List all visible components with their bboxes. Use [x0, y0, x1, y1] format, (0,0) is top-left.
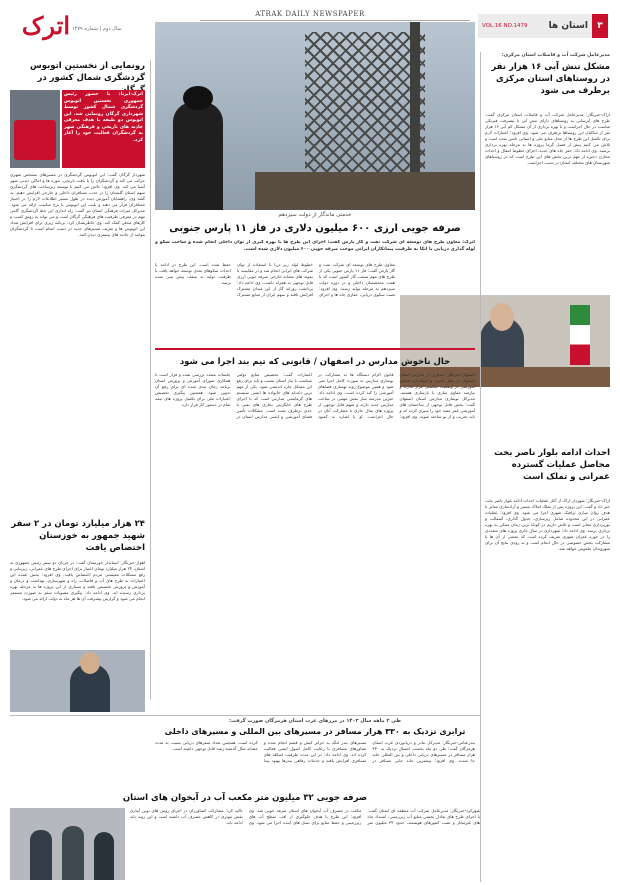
bottom-body: بندرعباس-خبرنگار: مدیرکل بنادر و دریانوردی غرب استان هرمزگان گفت: طی دو ماه نخست امسال نزدیک به ۳۳۰ هزار مسافر در مسیرهای دریایی داخلی و بین المللی جابه جا شدند. وی افزود: بیشترین جابه جایی مسافر در مسیرهای بندر لنگه به جزایر کیش و قشم انجام شده و شناورهای مسافری با رعایت کامل اصول ایمنی فعالیت کرده اند. وی ادامه داد: در این مدت ظرفیت اسکله های مسافری افزایش یافته و خدمات رفاهی بندرها بهبود پیدا کرده است. همچنین تعداد سفرهای دریایی نسبت به مدت مشابه سال گذشته رشد قابل توجهی داشته است. [155, 740, 475, 763]
left-title: رونمایی از نخستین اتوبوس گردشگری شمال کشور در [30, 61, 145, 83]
bottom-rule [10, 715, 480, 716]
left-body: شهردار گرگان گفت: این اتوبوس گردشگری در مسیرهای مشخص شهری حرکت می کند و گردشگران را با بافت تاریخی، موزه ها و اماکن دیدنی شهر آشنا می کند. وی افزود: تلاش می کنیم با توسعه زیرساخت های گردشگری سهم استان گلستان را در جذب مسافران داخلی و خارجی افزایش دهیم. به گفته وی، راهنمایان آموزش دیده در طول مسیر اطلاعات لازم را در اختیار مسافران قرار می دهند و بلیت این اتوبوس با نرخ مناسب ارائه می شود. مدیرکل میراث فرهنگی استان نیز گفت: راه اندازی این خط گردشگری گامی مهم در معرفی ظرفیت های فرهنگی گرگان است و می تواند به رونق کسب و کارهای محلی کمک کند. وی خاطرنشان کرد: برنامه ریزی برای افزایش تعداد این اتوبوس ها و تعریف مسیرهای جدید در دست انجام است تا گردشگران بتوانند از جاذبه های بیشتری دیدن کنند. [10, 172, 145, 237]
schools-body: اصفهان-خبرنگار: بسیاری از مدارس استان اصفهان از نظر ایمنی و استاندارد فضای آموزشی در وضعیت مناسبی قرار ندارند و نیازمند مقاوم سازی یا بازسازی هستند. مدیرکل نوسازی مدارس استان اصفهان گفت: بخش قابل توجهی از ساختمان های آموزشی عمر مفید خود را سپری کرده اند و باید تخریب و از نو ساخته شوند. وی افزود: قانون الزام دستگاه ها به مشارکت در نوسازی مدارس به صورت کامل اجرا نمی شود و همین موضوع روند بهسازی فضاهای آموزشی را کند کرده است. وی ادامه داد: خیرین مدرسه ساز نقش مهمی در ساخت مدارس جدید دارند و سهم قابل توجهی از پروژه های سال جاری با مشارکت آنان در حال اجراست. او با اشاره به کمبود اعتبارات گفت: تخصیص منابع دولتی متناسب با نیاز استان نیست و باید برای رفع این مشکل چاره اندیشی شود. یکی از مهم ترین دغدغه های خانواده ها ایمنی سیستم های گرمایشی مدارس است که با اجرای طرح های جایگزینی بخاری های نفتی تا حدی برطرف شده است. مشکلات تأمین فضای آموزشی و ایمنی مدارس استان در جلسات متعدد بررسی شده و قرار است با همکاری شورای آموزش و پرورش استان برنامه زمان بندی شده ای برای رفع آن تدوین شود. همچنین پیگیری تخصیص اعتبارات ملی برای تکمیل پروژه های نیمه تمام در دستور کار قرار دارد. [155, 372, 475, 419]
bottom-title: ترابری نزدیک به ۳۳۰ هزار مسافر در مسیرهای بین المللی و مسیرهای داخلی [164, 727, 466, 736]
rig-deck [255, 172, 475, 210]
cleric-figure [173, 102, 223, 210]
flag-shape [570, 305, 590, 365]
logo [14, 10, 70, 42]
left-column-rule [150, 60, 151, 700]
cleric-turban [183, 86, 213, 110]
water-title: صرفه جویی ۳۲ میلیون متر مکعب آب در آبخوان های استان [122, 793, 368, 803]
right-body: اراک-خبرنگار: مدیرعامل شرکت آب و فاضلاب استان مرکزی گفت: طرح های آبرسانی به روستاهای دارای تنش آبی با پیشرفت فیزیکی مناسب در حال اجراست و با بهره برداری از آن مشکل کم آبی ۱۶ هزار نفر از ساکنان این روستاها برطرف می شود. وی افزود: اعتبارات لازم برای تکمیل این طرح ها از محل منابع ملی و استانی تامین شده است و تلاش می کنیم پیش از فصل گرما پروژه ها به مرحله بهره برداری برسند. وی ادامه داد: حفر چاه های جدید، اجرای خطوط انتقال و احداث مخازن ذخیره از مهم ترین بخش های این طرح است که در روستاهای شهرستان های مختلف استان در دست اجراست. [485, 112, 610, 165]
page-number-badge [592, 14, 608, 38]
issue-line: سال دوم | شماره ۱۴۷۹ [72, 26, 122, 32]
governor-photo [10, 650, 145, 712]
right-kicker: مدیرعامل شرکت آب و فاضلاب استان مرکزی: [501, 53, 610, 58]
photo-caption: خدمتی ماندگار از دولت سیزدهم [278, 212, 352, 218]
gas-platform-photo [155, 22, 475, 210]
bus-shape [14, 120, 56, 160]
person-head [490, 303, 514, 331]
right-column [485, 52, 610, 877]
header-rule [200, 20, 470, 21]
right-column-rule [480, 52, 481, 882]
water-officials-photo [10, 808, 125, 880]
left-body-2: اهواز-خبرنگار: استاندار خوزستان گفت: در جریان دو سفر رئیس جمهوری به استان، ۲۴ هزار میلیارد تومان اعتبار برای اجرای طرح های عمرانی، زیربنایی و رفع مشکلات معیشتی مردم اختصاص یافت. وی افزود: بخش عمده این اعتبارات به طرح های آب و فاضلاب، راه و شهرسازی، بهداشت و درمان و آموزش و پرورش تخصیص یافته و بسیاری از این پروژه ها به مرحله بهره برداری رسیده اند. وی ادامه داد: پیگیری مصوبات سفر به صورت مستمر انجام می شود و گزارش پیشرفت آن ها هر ماه به دولت ارائه می شود. [10, 560, 145, 601]
official-figure-1 [30, 830, 52, 880]
left-lead: اترک-ایرنا: با حضور رئیس جمهوری نخستین اتوبوس گردشگری شمال کشور توسط شهرداری گرگان رونمایی شد. این اتوبوس دو طبقه با هدف معرفی جاذبه های تاریخی و فرهنگی شهر به گردشگران فعالیت خود را آغاز کرد. [62, 90, 145, 168]
vol-no: VOL.16 NO.1479 [482, 23, 528, 29]
center-title: صرفه جویی ارزی ۶۰۰ میلیون دلاری در فاز ۱۱ پارس جنوبی [169, 223, 461, 234]
water-body: شهرکرد-خبرنگار: مدیرعامل شرکت آب منطقه ای استان گفت: با اجرای طرح های تعادل بخشی منابع آب زیرزمینی، انسداد چاه های غیرمجاز و نصب کنتورهای هوشمند، حدود ۳۲ میلیون متر مکعب در مصرف آب آبخوان های استان صرفه جویی شد. وی افزود: این طرح با هدف جلوگیری از افت سطح آب های زیرزمینی و حفظ منابع برای نسل های آینده اجرا می شود. وی تاکید کرد: مشارکت کشاورزان در اجرای روش های نوین آبیاری نقش موثری در کاهش مصرف آب داشته است و این روند باید ادامه یابد. [130, 808, 480, 825]
right-title-2: احداث ادامه بلوار ناصر بخت محاصل عملیات گسترده عمرانی و تملک است [494, 448, 610, 482]
center-accent-bar [155, 348, 475, 350]
newspaper-name: ATRAK DAILY NEWSPAPER [255, 10, 365, 18]
center-lead: اترک: معاون طرح های توسعه ای شرکت نفت و گاز پارس گفت: اجرای این طرح ها با بهره گیری از توان داخلی انجام شده و ساخت سکو و لوله گذاری دریایی با اتکا به ظرفیت پیمانکاران ایرانی موجب صرفه جویی ۶۰۰ میلیون دلاری شده است. [155, 240, 475, 252]
schools-title: حال ناخوش مدارس در اصفهان / قانونی که تیم بند اجرا می شود [179, 357, 451, 367]
right-body-2: اراک-خبرنگار: شهردار اراک از آغاز عملیات احداث ادامه بلوار ناصر بخت خبر داد و گفت: این پروژه پس از تملک املاک مسیر و آزادسازی معابر با هدف روان سازی ترافیک شهری اجرا می شود. وی افزود: عملیات عمرانی در این محدوده شامل زیرسازی، جدول گذاری، آسفالت و نورپردازی معابر است و تلاش داریم در کوتاه ترین زمان ممکن به بهره برداری برسد. وی ادامه داد: شهرداری در سال جاری پروژه های متعددی را در حوزه عمران شهری تعریف کرده است که بخشی از آن ها با مشارکت بخش خصوصی در حال انجام است و به زودی نتایج آن برای شهروندان ملموس خواهد شد. [485, 498, 610, 551]
section-header [478, 14, 608, 38]
right-title: مشکل تنش آبی ۱۶ هزار نفر در روستاهای استان مرکزی برطرف می شود [491, 62, 610, 96]
official-figure-2 [62, 826, 84, 880]
bus-unveiling-photo [10, 90, 60, 168]
section-title: استان ها [548, 21, 588, 31]
official-figure-3 [94, 832, 114, 880]
logo-text: اترک [21, 11, 70, 40]
left-title-2: ۲۴ هزار میلیارد تومان در ۲ سفر شهید جمهور به خوزستان اختصاص یافت [11, 519, 145, 553]
governor-head [80, 652, 100, 674]
center-body: معاون طرح های توسعه ای شرکت نفت و گاز پارس گفت: فاز ۱۱ پارس جنوبی یکی از طرح های مهم صنعت گاز کشور است که با همت متخصصان داخلی و در دوره دولت سیزدهم به مرحله تولید رسید. وی افزود: نصب سکوی دریایی، حفاری چاه ها و اجرای خطوط لوله زیر دریا با استفاده از توان شرکت های ایرانی انجام شد و در مقایسه با نمونه های مشابه خارجی صرفه جویی ارزی قابل توجهی به همراه داشت. وی ادامه داد: برداشت روزانه گاز از این میدان مشترک افزایش یافته و سهم ایران از منابع مشترک حفظ شده است. این طرح در ادامه با احداث سکوهای بعدی توسعه خواهد یافت تا ظرفیت تولید به سقف پیش بینی شده برسد. [155, 262, 395, 297]
bottom-kicker: طی ۲ ماهه سال ۱۴۰۳ در مرزهای غرب استان هرمزگان صورت گرفت: [229, 718, 401, 724]
page-number: ۳ [597, 21, 603, 31]
